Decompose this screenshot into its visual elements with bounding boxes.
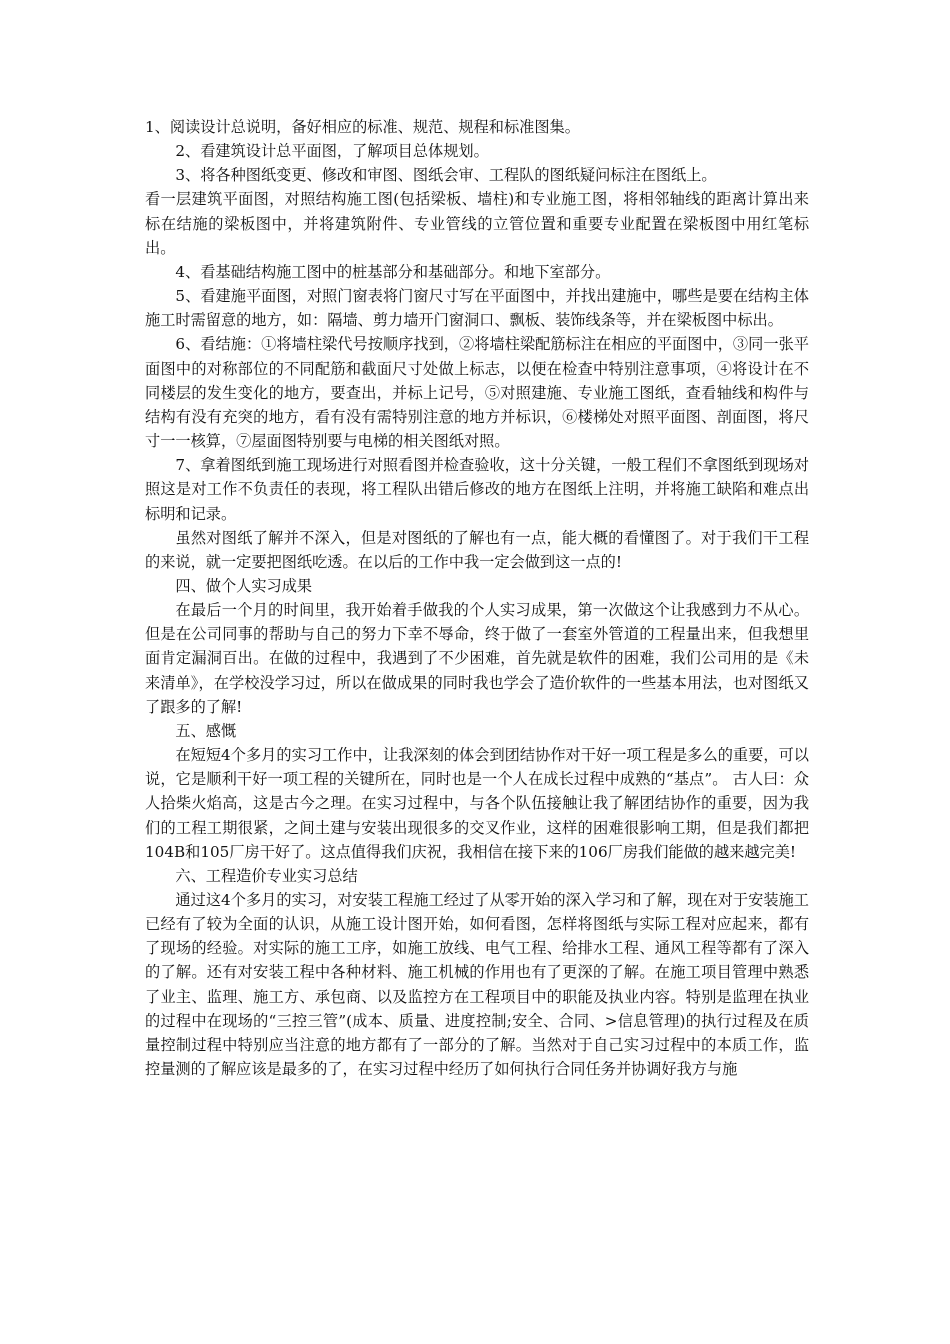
paragraph: 在最后一个月的时间里，我开始着手做我的个人实习成果，第一次做这个让我感到力不从心。但是在公司同事的帮助与自己的努力下幸不辱命，终于做了一套室外管道的工程量出来，但我想里面肯定漏洞百出。在做的过程中，我遇到了不少困难，首先就是软件的困难，我们公司用的是《未来清单》，在学校没学习过，所以在做成果的同时我也学会了造价软件的一些基本用法，也对图纸又了跟多的了解! — [145, 601, 809, 716]
paragraph: 在短短4个多月的实习工作中，让我深刻的体会到团结协作对干好一项工程是多么的重要，可以说，它是顺利干好一项工程的关键所在，同时也是一个人在成长过程中成熟的“基点”。 古人曰：众人拾柴火焰高，这是古今之理。在实习过程中，与各个队伍接触让我了解团结协作的重要，因为我们的工程工期很紧，之间土建与安装出现很多的交叉作业，这样的困难很影响工期，但是我们都把104B和105厂房干好了。这点值得我们庆祝，我相信在接下来的106厂房我们能做的越来越完美! — [145, 746, 809, 861]
paragraph: 6、看结施：①将墙柱梁代号按顺序找到，②将墙柱梁配筋标注在相应的平面图中，③同一张平面图中的对称部位的不同配筋和截面尺寸处做上标志，以便在检查中特别注意事项，④将设计在不同楼层的发生变化的地方，要查出，并标上记号，⑤对照建施、专业施工图纸，查看轴线和构件与结构有没有充突的地方，看有没有需特别注意的地方并标识，⑥楼梯处对照平面图、剖面图，将尺寸一一核算，⑦屋面图特别要与电梯的相关图纸对照。 — [145, 335, 809, 451]
paragraph: 4、看基础结构施工图中的桩基部分和基础部分。和地下室部分。 — [175, 262, 611, 281]
paragraph: 7、拿着图纸到施工现场进行对照看图并检查验收，这十分关键，一般工程们不拿图纸到现场对照这是对工作不负责任的表现，将工程队出错后修改的地方在图纸上注明，并将施工缺陷和难点出标明和记录。 — [145, 456, 809, 523]
paragraph: 通过这4个多月的实习，对安装工程施工经过了从零开始的深入学习和了解，现在对于安装施工已经有了较为全面的认识，从施工设计图开始，如何看图，怎样将图纸与实际工程对应起来，都有了现场的经验。对实际的施工工序，如施工放线、电气工程、给排水工程、通风工程等都有了深入的了解。还有对安装工程中各种材料、施工机械的作用也有了更深的了解。在施工项目管理中熟悉了业主、监理、施工方、承包商、以及监控方在工程项目中的职能及执业内容。特别是监理在执业的过程中在现场的“三控三管”(成本、质量、进度控制;安全、合同、>信息管理)的执行过程及在质量控制过程中特别应当注意的地方都有了一部分的了解。当然对于自己实习过程中的本质工作，监控量测的了解应该是最多的了，在实习过程中经历了如何执行合同任务并协调好我方与施 — [145, 891, 809, 1079]
paragraph: 5、看建施平面图，对照门窗表将门窗尺寸写在平面图中，并找出建施中，哪些是要在结构主体施工时需留意的地方，如：隔墙、剪力墙开门窗洞口、飘板、装饰线条等，并在梁板图中标出。 — [145, 287, 809, 330]
paragraph: 1、阅读设计总说明，备好相应的标准、规范、规程和标准图集。 — [145, 118, 580, 136]
section-heading: 四、做个人实习成果 — [175, 576, 313, 595]
section-heading: 六、工程造价专业实习总结 — [175, 866, 358, 885]
paragraph: 虽然对图纸了解并不深入，但是对图纸的了解也有一点，能大概的看懂图了。对于我们干工程的来说，就一定要把图纸吃透。在以后的工作中我一定会做到这一点的! — [145, 528, 809, 571]
paragraph: 3、将各种图纸变更、修改和审图、图纸会审、工程队的图纸疑问标注在图纸上。 — [175, 166, 717, 185]
paragraph: 2、看建筑设计总平面图，了解项目总体规划。 — [175, 142, 489, 161]
document-body — [145, 115, 809, 1081]
paragraph: 看一层建筑平面图，对照结构施工图(包括梁板、墙柱)和专业施工图，将相邻轴线的距离计算出来标在结施的梁板图中，并将建筑附件、专业管线的立管位置和重要专业配置在梁板图中用红笔标出。 — [145, 190, 809, 257]
section-heading: 五、感慨 — [175, 721, 237, 740]
